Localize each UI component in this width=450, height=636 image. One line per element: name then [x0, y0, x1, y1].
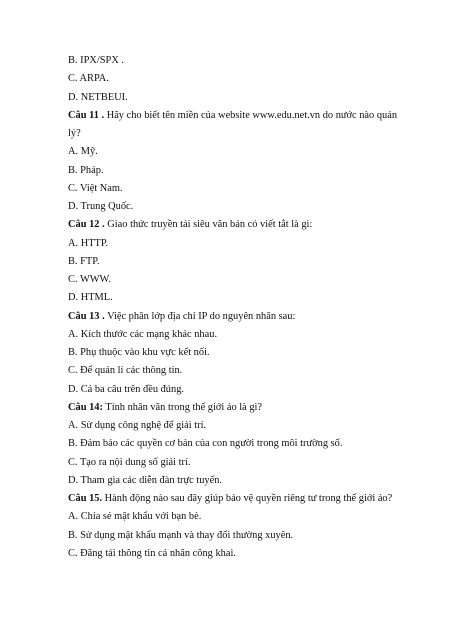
- answer-option: A. Chia sẻ mật khẩu với bạn bè.: [68, 511, 202, 523]
- answer-option: D. NETBEUI.: [68, 91, 128, 103]
- answer-option: B. FTP.: [68, 255, 100, 267]
- answer-option: B. Sử dụng mật khẩu mạnh và thay đổi thường xuyên.: [68, 529, 294, 541]
- question-11: [68, 107, 398, 144]
- question-number: Câu 13 .: [68, 310, 105, 322]
- answer-option: D. Tham gia các diễn đàn trực tuyến.: [68, 474, 223, 486]
- question-12: [68, 216, 398, 234]
- answer-option: A. Sử dụng công nghệ để giải trí.: [68, 420, 207, 431]
- question-14: [68, 399, 398, 417]
- question-text: Hãy cho biết tên miền của website www.edu.net.vn do nước nào quản lý?: [68, 109, 398, 139]
- answer-option: A. Kích thước các mạng khác nhau.: [68, 328, 218, 340]
- answer-option: C. Để quản lí các thông tin.: [68, 365, 183, 377]
- question-number: Câu 14:: [68, 401, 103, 413]
- answer-option: D. Cả ba câu trên đều đúng.: [68, 383, 184, 395]
- answer-option: A. Mỹ.: [68, 146, 98, 158]
- question-number: Câu 11 .: [68, 109, 105, 121]
- answer-option: C. Tạo ra nội dung số giải trí.: [68, 456, 191, 468]
- answer-option: B. Pháp.: [68, 164, 104, 176]
- answer-option: D. Trung Quốc.: [68, 201, 134, 212]
- answer-option: C. Đăng tải thông tin cá nhân công khai.: [68, 547, 236, 559]
- answer-option: B. Đảm bảo các quyền cơ bản của con người trong môi trường số.: [68, 438, 343, 450]
- answer-option: C. ARPA.: [68, 73, 109, 85]
- question-text: Hành động nào sau đây giúp bảo vệ quyền riêng tư trong thế giới ảo?: [102, 493, 393, 504]
- answer-option: B. IPX/SPX .: [68, 55, 125, 66]
- question-number: Câu 15.: [68, 493, 103, 504]
- question-number: Câu 12 .: [68, 219, 105, 231]
- question-text: Việc phân lớp địa chỉ IP do nguyên nhân sau:: [104, 310, 296, 322]
- question-text: Tính nhân văn trong thế giới ảo là gì?: [102, 401, 263, 413]
- answer-option: B. Phụ thuộc vào khu vực kết nối.: [68, 347, 210, 358]
- answer-option: D. HTML.: [68, 292, 113, 304]
- page-content: [68, 52, 398, 563]
- question-text: Giao thức truyền tải siêu văn bản có viết tắt là gì:: [104, 219, 313, 231]
- answer-option: C. WWW.: [68, 274, 112, 285]
- answer-option: A. HTTP.: [68, 237, 109, 249]
- answer-option: C. Việt Nam.: [68, 182, 123, 194]
- question-15: [68, 490, 398, 508]
- question-13: [68, 308, 398, 326]
